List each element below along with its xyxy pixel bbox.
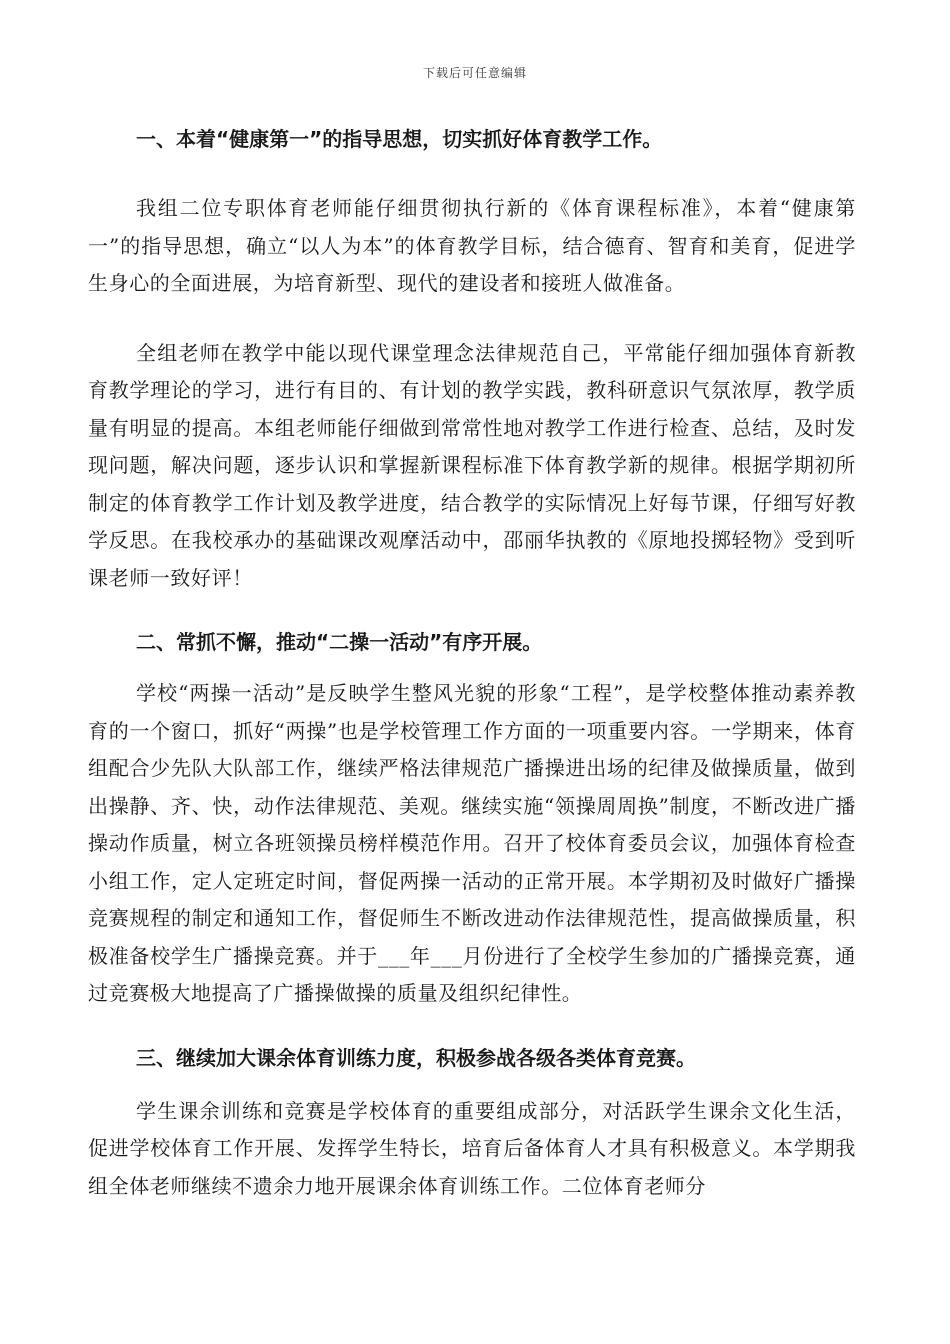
section-heading-1: 一、本着“健康第一”的指导思想，切实抓好体育教学工作。 [136, 127, 663, 151]
section-heading-2: 二、常抓不懈，推动“二操一活动”有序开展。 [136, 630, 543, 654]
paragraph-1-1: 我组二位专职体育老师能仔细贯彻执行新的《体育课程标准》，本着“健康第一”的指导思想，确立“以人为本”的体育教学目标，结合德育、智育和美育，促进学生身心的全面进展，为培育新型、现代的建设者和接班人做准备。 [88, 196, 856, 295]
paragraph-1-2: 全组老师在教学中能以现代课堂理念法律规范自己，平常能仔细加强体育新教育教学理论的学习，进行有目的、有计划的教学实践，教科研意识气氛浓厚，教学质量有明显的提高。本组老师能仔细做到常常性地对教学工作进行检查、总结，及时发现问题，解决问题，逐步认识和掌握新课程标准下体育教学新的规律。根据学期初所制定的体育教学工作计划及教学进度，结合教学的实际情况上好每节课，仔细写好教学反思。在我校承办的基础课改观摩活动中，邵丽华执教的《原地投掷轻物》受到听课老师一致好评！ [88, 340, 856, 590]
paragraph-3-1: 学生课余训练和竞赛是学校体育的重要组成部分，对活跃学生课余文化生活，促进学校体育工作开展、发挥学生特长，培育后备体育人才具有积极意义。本学期我组全体老师继续不遗余力地开展课余体育训练工作。二位体育老师分 [88, 1098, 856, 1198]
section-heading-3: 三、继续加大课余体育训练力度，积极参战各级各类体育竞赛。 [136, 1045, 696, 1070]
paragraph-2-1: 学校“两操一活动”是反映学生整风光貌的形象“工程”，是学校整体推动素养教育的一个窗口，抓好“两操”也是学校管理工作方面的一项重要内容。一学期来，体育组配合少先队大队部工作，继续严格法律规范广播操进出场的纪律及做操质量，做到出操静、齐、快，动作法律规范、美观。继续实施“领操周周换”制度，不断改进广播操动作质量，树立各班领操员榜样模范作用。召开了校体育委员会议，加强体育检查小组工作，定人定班定时间，督促两操一活动的正常开展。本学期初及时做好广播操竞赛规程的制定和通知工作，督促师生不断改进动作法律规范性，提高做操质量，积极准备校学生广播操竞赛。并于___年___月份进行了全校学生参加的广播操竞赛，通过竞赛极大地提高了广播操做操的质量及组织纪律性。 [88, 681, 856, 1005]
page-header-note: 下载后可任意编辑 [422, 66, 527, 80]
document-body [88, 116, 856, 1235]
